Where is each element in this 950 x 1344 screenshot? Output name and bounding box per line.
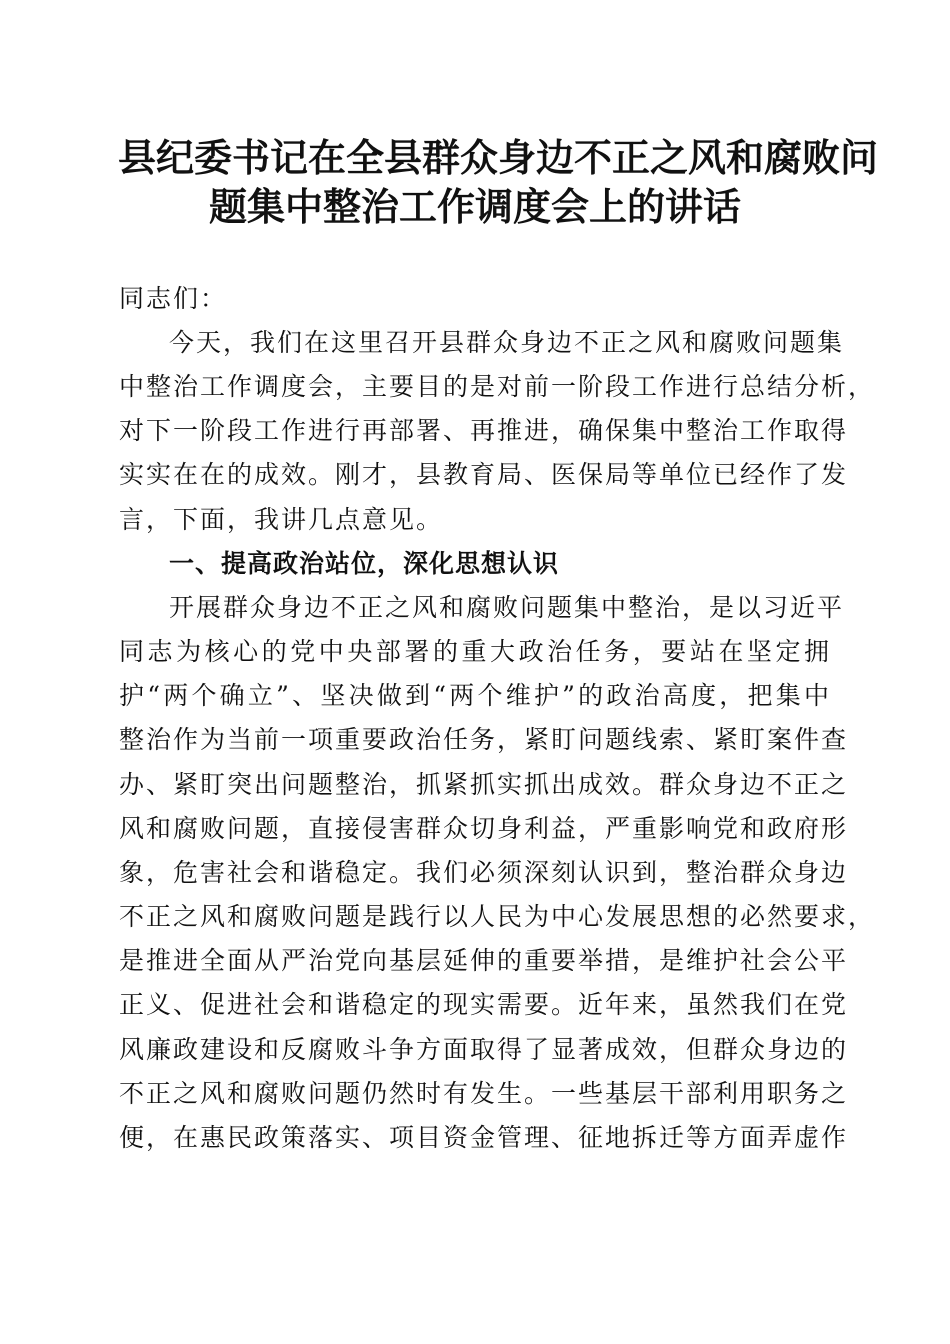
paragraph-line: 今天，我们在这里召开县群众身边不正之风和腐败问题集 — [169, 328, 845, 357]
paragraph-line: 不正之风和腐败问题仍然时有发生。一些基层干部利用职务之 — [119, 1079, 849, 1108]
paragraph-line: 同志为核心的党中央部署的重大政治任务，要站在坚定拥 — [119, 637, 831, 666]
paragraph-line: 是推进全面从严治党向基层延伸的重要举措，是维护社会公平 — [119, 946, 849, 975]
paragraph-line: 正义、促进社会和谐稳定的现实需要。近年来，虽然我们在党 — [119, 990, 849, 1019]
document-title-line-2: 题集中整治工作调度会上的讲话 — [208, 184, 741, 229]
paragraph-line: 风和腐败问题，直接侵害群众切身利益，严重影响党和政府形 — [119, 814, 849, 843]
salutation: 同志们： — [119, 284, 228, 313]
paragraph-line: 不正之风和腐败问题是践行以人民为中心发展思想的必然要求， — [119, 902, 876, 931]
paragraph-line: 实实在在的成效。刚才，县教育局、医保局等单位已经作了发 — [119, 460, 849, 489]
document-title-line-1: 县纪委书记在全县群众身边不正之风和腐败问 — [118, 135, 879, 180]
paragraph-line: 中整治工作调度会，主要目的是对前一阶段工作进行总结分析， — [119, 372, 876, 401]
paragraph-line: 言，下面，我讲几点意见。 — [119, 505, 444, 534]
paragraph-line: 办、紧盯突出问题整治，抓紧抓实抓出成效。群众身边不正之 — [119, 770, 849, 799]
paragraph-line: 对下一阶段工作进行再部署、再推进，确保集中整治工作取得 — [119, 416, 849, 445]
paragraph-line: 护“两个确立”、坚决做到“两个维护”的政治高度，把集中 — [119, 681, 831, 710]
paragraph-line: 整治作为当前一项重要政治任务，紧盯问题线索、紧盯案件查 — [119, 725, 849, 754]
paragraph-line: 开展群众身边不正之风和腐败问题集中整治，是以习近平 — [169, 593, 845, 622]
paragraph-line: 便，在惠民政策落实、项目资金管理、征地拆迁等方面弄虚作 — [119, 1123, 849, 1152]
paragraph-line: 象，危害社会和谐稳定。我们必须深刻认识到，整治群众身边 — [119, 858, 849, 887]
paragraph-line: 风廉政建设和反腐败斗争方面取得了显著成效，但群众身边的 — [119, 1035, 849, 1064]
section-heading: 一、提高政治站位，深化思想认识 — [169, 549, 560, 578]
